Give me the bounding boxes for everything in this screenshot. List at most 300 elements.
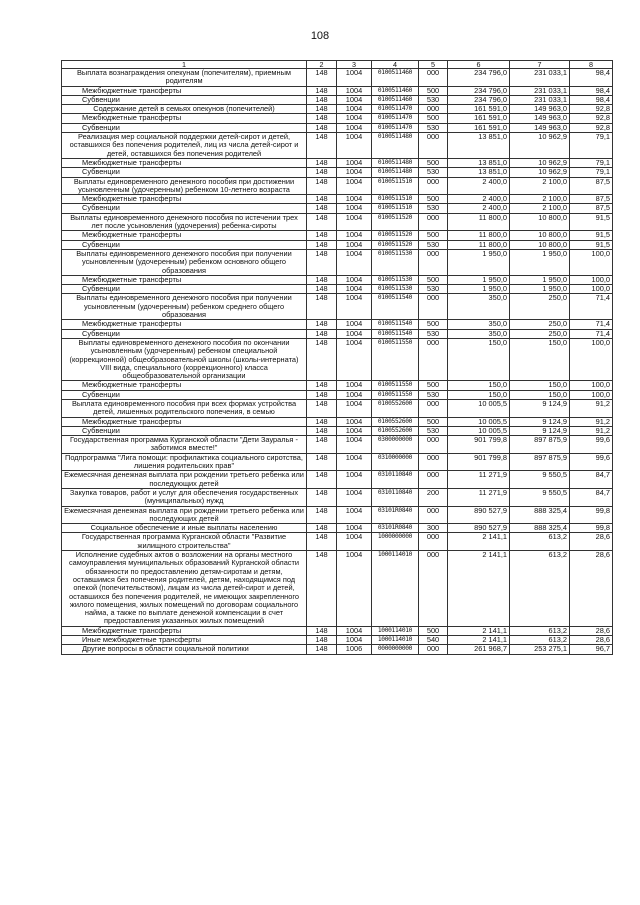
row-description: Выплаты единовременного денежного пособия по окончании усыновленным (удочеренным) ребенком специальной (коррекционной) общеобразовательной школы (школы-интерната) VIII вида, специального (коррекционного) класса общеобразовательной организации (62, 338, 307, 380)
row-description: Межбюджетные трансферты (62, 195, 307, 204)
execution-percent: 91,2 (570, 399, 613, 417)
expense-type-code: 530 (419, 426, 448, 435)
execution-percent: 98,4 (570, 69, 613, 87)
section-code: 1004 (337, 533, 372, 551)
execution-percent: 71,4 (570, 294, 613, 320)
ministry-code: 148 (307, 294, 337, 320)
execution-percent: 28,6 (570, 636, 613, 645)
table-row (62, 249, 613, 275)
planned-amount: 150,0 (448, 338, 510, 380)
table-row (62, 436, 613, 454)
row-description: Субвенции (62, 285, 307, 294)
planned-amount: 234 796,0 (448, 95, 510, 104)
table-row (62, 123, 613, 132)
ministry-code: 148 (307, 320, 337, 329)
execution-percent: 100,0 (570, 249, 613, 275)
column-header: 6 (448, 61, 510, 69)
actual-amount: 2 100,0 (510, 177, 570, 195)
section-code: 1004 (337, 177, 372, 195)
row-description: Выплата единовременного пособия при всех формах устройства детей, лишенных родительского попечения, в семью (62, 399, 307, 417)
row-description: Межбюджетные трансферты (62, 417, 307, 426)
planned-amount: 890 527,9 (448, 506, 510, 524)
actual-amount: 150,0 (510, 381, 570, 390)
actual-amount: 613,2 (510, 636, 570, 645)
execution-percent: 71,4 (570, 329, 613, 338)
ministry-code: 148 (307, 285, 337, 294)
actual-amount: 150,0 (510, 338, 570, 380)
actual-amount: 10 962,9 (510, 158, 570, 167)
target-article-code: 0100511520 (372, 231, 419, 240)
planned-amount: 150,0 (448, 390, 510, 399)
planned-amount: 161 591,0 (448, 123, 510, 132)
section-code: 1004 (337, 204, 372, 213)
actual-amount: 10 962,9 (510, 133, 570, 159)
execution-percent: 98,4 (570, 95, 613, 104)
target-article-code: 0100511550 (372, 338, 419, 380)
target-article-code: 0100511540 (372, 329, 419, 338)
ministry-code: 148 (307, 123, 337, 132)
row-description: Субвенции (62, 95, 307, 104)
planned-amount: 11 271,9 (448, 488, 510, 506)
section-code: 1004 (337, 95, 372, 104)
expense-type-code: 500 (419, 114, 448, 123)
actual-amount: 231 033,1 (510, 69, 570, 87)
planned-amount: 2 141,1 (448, 533, 510, 551)
actual-amount: 2 100,0 (510, 195, 570, 204)
table-row (62, 213, 613, 231)
table-row (62, 329, 613, 338)
planned-amount: 1 950,0 (448, 249, 510, 275)
expense-type-code: 500 (419, 381, 448, 390)
target-article-code: 0100511510 (372, 195, 419, 204)
target-article-code: 1000000000 (372, 533, 419, 551)
target-article-code: 1000114010 (372, 551, 419, 627)
target-article-code: 0100511550 (372, 381, 419, 390)
actual-amount: 1 950,0 (510, 249, 570, 275)
actual-amount: 150,0 (510, 390, 570, 399)
execution-percent: 87,5 (570, 195, 613, 204)
planned-amount: 2 141,1 (448, 626, 510, 635)
target-article-code: 0310110840 (372, 471, 419, 489)
table-row (62, 381, 613, 390)
ministry-code: 148 (307, 213, 337, 231)
table-row (62, 240, 613, 249)
execution-percent: 92,8 (570, 105, 613, 114)
expense-type-code: 530 (419, 390, 448, 399)
target-article-code: 0100511550 (372, 390, 419, 399)
execution-percent: 91,5 (570, 213, 613, 231)
table-row (62, 158, 613, 167)
section-code: 1004 (337, 390, 372, 399)
ministry-code: 148 (307, 381, 337, 390)
target-article-code: 0100511520 (372, 213, 419, 231)
target-article-code: 0100511530 (372, 275, 419, 284)
planned-amount: 11 800,0 (448, 213, 510, 231)
table-row (62, 231, 613, 240)
target-article-code: 0100511520 (372, 240, 419, 249)
section-code: 1004 (337, 168, 372, 177)
planned-amount: 261 968,7 (448, 645, 510, 654)
row-description: Иные межбюджетные трансферты (62, 636, 307, 645)
actual-amount: 1 950,0 (510, 285, 570, 294)
expense-type-code: 000 (419, 105, 448, 114)
expense-type-code: 500 (419, 417, 448, 426)
target-article-code: 0100511460 (372, 86, 419, 95)
row-description: Межбюджетные трансферты (62, 275, 307, 284)
section-code: 1004 (337, 249, 372, 275)
planned-amount: 150,0 (448, 381, 510, 390)
planned-amount: 11 800,0 (448, 231, 510, 240)
ministry-code: 148 (307, 436, 337, 454)
section-code: 1004 (337, 69, 372, 87)
actual-amount: 613,2 (510, 626, 570, 635)
actual-amount: 897 875,9 (510, 453, 570, 471)
expense-type-code: 000 (419, 338, 448, 380)
actual-amount: 888 325,4 (510, 506, 570, 524)
expense-type-code: 000 (419, 471, 448, 489)
table-row (62, 86, 613, 95)
section-code: 1004 (337, 417, 372, 426)
actual-amount: 10 800,0 (510, 231, 570, 240)
row-description: Субвенции (62, 204, 307, 213)
table-row (62, 626, 613, 635)
target-article-code: 0100511540 (372, 294, 419, 320)
actual-amount: 231 033,1 (510, 86, 570, 95)
target-article-code: 03101R0840 (372, 524, 419, 533)
planned-amount: 13 851,0 (448, 133, 510, 159)
target-article-code: 0000000000 (372, 645, 419, 654)
execution-percent: 79,1 (570, 168, 613, 177)
actual-amount: 250,0 (510, 294, 570, 320)
expense-type-code: 000 (419, 453, 448, 471)
table-row (62, 105, 613, 114)
execution-percent: 71,4 (570, 320, 613, 329)
planned-amount: 2 400,0 (448, 177, 510, 195)
row-description: Исполнение судебных актов о возложении на органы местного самоуправления муниципальных образований Курганской области обязанности по предоставлению детям-сиротам и детям, оставшимся без попечения родителей, детям, находящимся под опекой (попечительством), лицам из числа детей-сирот и детей, оставшихся без попечения родителей, не имеющих закрепленного жилого помещения, жилых помещений по договорам социального найма, а также по выплате денежной компенсации в счет предоставления указанных жилых помещений (62, 551, 307, 627)
expense-type-code: 000 (419, 551, 448, 627)
table-row (62, 133, 613, 159)
row-description: Межбюджетные трансферты (62, 86, 307, 95)
row-description: Выплата вознаграждения опекунам (попечителям), приемным родителям (62, 69, 307, 87)
table-row (62, 285, 613, 294)
actual-amount: 613,2 (510, 533, 570, 551)
ministry-code: 148 (307, 329, 337, 338)
section-code: 1004 (337, 320, 372, 329)
section-code: 1004 (337, 231, 372, 240)
row-description: Реализация мер социальной поддержки детей-сирот и детей, оставшихся без попечения родителей, лиц из числа детей-сирот и детей, оставшихся без попечения родителей (62, 133, 307, 159)
actual-amount: 10 800,0 (510, 240, 570, 249)
actual-amount: 231 033,1 (510, 95, 570, 104)
execution-percent: 91,5 (570, 240, 613, 249)
table-row (62, 294, 613, 320)
column-header: 8 (570, 61, 613, 69)
table-row (62, 417, 613, 426)
expense-type-code: 530 (419, 168, 448, 177)
expense-type-code: 500 (419, 231, 448, 240)
column-header: 4 (372, 61, 419, 69)
table-row (62, 426, 613, 435)
execution-percent: 92,8 (570, 123, 613, 132)
column-header: 3 (337, 61, 372, 69)
execution-percent: 99,6 (570, 453, 613, 471)
expense-type-code: 500 (419, 195, 448, 204)
ministry-code: 148 (307, 69, 337, 87)
planned-amount: 1 950,0 (448, 285, 510, 294)
section-code: 1004 (337, 158, 372, 167)
ministry-code: 148 (307, 645, 337, 654)
expense-type-code: 500 (419, 158, 448, 167)
execution-percent: 91,2 (570, 417, 613, 426)
table-row (62, 114, 613, 123)
planned-amount: 2 400,0 (448, 204, 510, 213)
row-description: Ежемесячная денежная выплата при рождении третьего ребенка или последующих детей (62, 506, 307, 524)
expense-type-code: 000 (419, 533, 448, 551)
execution-percent: 100,0 (570, 390, 613, 399)
execution-percent: 28,6 (570, 533, 613, 551)
ministry-code: 148 (307, 390, 337, 399)
planned-amount: 350,0 (448, 320, 510, 329)
expense-type-code: 500 (419, 320, 448, 329)
planned-amount: 901 799,8 (448, 453, 510, 471)
ministry-code: 148 (307, 471, 337, 489)
planned-amount: 11 800,0 (448, 240, 510, 249)
section-code: 1004 (337, 636, 372, 645)
planned-amount: 2 400,0 (448, 195, 510, 204)
expense-type-code: 000 (419, 436, 448, 454)
planned-amount: 2 141,1 (448, 551, 510, 627)
target-article-code: 0100511530 (372, 285, 419, 294)
section-code: 1004 (337, 195, 372, 204)
column-header: 7 (510, 61, 570, 69)
row-description: Ежемесячная денежная выплата при рождении третьего ребенка или последующих детей (62, 471, 307, 489)
actual-amount: 9 124,9 (510, 426, 570, 435)
table-row (62, 488, 613, 506)
ministry-code: 148 (307, 626, 337, 635)
target-article-code: 0100511460 (372, 69, 419, 87)
table-row (62, 275, 613, 284)
expense-type-code: 500 (419, 275, 448, 284)
target-article-code: 0100511480 (372, 158, 419, 167)
section-code: 1004 (337, 551, 372, 627)
expense-type-code: 500 (419, 626, 448, 635)
execution-percent: 87,5 (570, 204, 613, 213)
expense-type-code: 530 (419, 240, 448, 249)
table-row (62, 204, 613, 213)
row-description: Межбюджетные трансферты (62, 626, 307, 635)
ministry-code: 148 (307, 231, 337, 240)
table-row (62, 399, 613, 417)
column-header: 5 (419, 61, 448, 69)
planned-amount: 161 591,0 (448, 105, 510, 114)
planned-amount: 10 005,5 (448, 426, 510, 435)
planned-amount: 901 799,8 (448, 436, 510, 454)
ministry-code: 148 (307, 158, 337, 167)
actual-amount: 897 875,9 (510, 436, 570, 454)
actual-amount: 10 800,0 (510, 213, 570, 231)
expense-type-code: 000 (419, 645, 448, 654)
section-code: 1004 (337, 123, 372, 132)
target-article-code: 0100552600 (372, 426, 419, 435)
table-row (62, 533, 613, 551)
section-code: 1004 (337, 105, 372, 114)
ministry-code: 148 (307, 105, 337, 114)
target-article-code: 0100511510 (372, 177, 419, 195)
table-row (62, 69, 613, 87)
table-row (62, 320, 613, 329)
execution-percent: 28,6 (570, 551, 613, 627)
section-code: 1004 (337, 338, 372, 380)
section-code: 1004 (337, 114, 372, 123)
execution-percent: 100,0 (570, 381, 613, 390)
ministry-code: 148 (307, 275, 337, 284)
target-article-code: 0100511470 (372, 123, 419, 132)
actual-amount: 1 950,0 (510, 275, 570, 284)
actual-amount: 10 962,9 (510, 168, 570, 177)
expense-type-code: 000 (419, 69, 448, 87)
target-article-code: 0300000000 (372, 436, 419, 454)
ministry-code: 148 (307, 533, 337, 551)
actual-amount: 9 124,9 (510, 399, 570, 417)
ministry-code: 148 (307, 453, 337, 471)
target-article-code: 0100511530 (372, 249, 419, 275)
actual-amount: 613,2 (510, 551, 570, 627)
target-article-code: 0100511540 (372, 320, 419, 329)
ministry-code: 148 (307, 168, 337, 177)
planned-amount: 890 527,9 (448, 524, 510, 533)
expense-type-code: 530 (419, 95, 448, 104)
row-description: Государственная программа Курганской области "Развитие жилищного строительства" (62, 533, 307, 551)
budget-table (61, 60, 613, 655)
target-article-code: 0100552600 (372, 417, 419, 426)
row-description: Выплаты единовременного денежного пособия по истечении трех лет после усыновления (удочерения) ребенка-сироты (62, 213, 307, 231)
planned-amount: 13 851,0 (448, 168, 510, 177)
row-description: Выплаты единовременного денежного пособия при получении усыновленным (удочеренным) ребенком основного общего образования (62, 249, 307, 275)
ministry-code: 148 (307, 636, 337, 645)
ministry-code: 148 (307, 551, 337, 627)
target-article-code: 0100511460 (372, 95, 419, 104)
expense-type-code: 540 (419, 636, 448, 645)
section-code: 1004 (337, 275, 372, 284)
row-description: Межбюджетные трансферты (62, 381, 307, 390)
ministry-code: 148 (307, 506, 337, 524)
actual-amount: 149 963,0 (510, 114, 570, 123)
execution-percent: 100,0 (570, 338, 613, 380)
execution-percent: 99,8 (570, 506, 613, 524)
execution-percent: 100,0 (570, 275, 613, 284)
planned-amount: 350,0 (448, 294, 510, 320)
row-description: Социальное обеспечение и иные выплаты населению (62, 524, 307, 533)
table-row (62, 471, 613, 489)
ministry-code: 148 (307, 133, 337, 159)
target-article-code: 0310000000 (372, 453, 419, 471)
ministry-code: 148 (307, 177, 337, 195)
planned-amount: 10 005,5 (448, 399, 510, 417)
table-row (62, 177, 613, 195)
execution-percent: 28,6 (570, 626, 613, 635)
planned-amount: 10 005,5 (448, 417, 510, 426)
section-code: 1004 (337, 213, 372, 231)
column-number-header-row (62, 61, 613, 69)
row-description: Межбюджетные трансферты (62, 158, 307, 167)
expense-type-code: 530 (419, 123, 448, 132)
expense-type-code: 530 (419, 204, 448, 213)
execution-percent: 99,6 (570, 436, 613, 454)
table-row (62, 195, 613, 204)
section-code: 1004 (337, 381, 372, 390)
table-row (62, 95, 613, 104)
execution-percent: 84,7 (570, 471, 613, 489)
actual-amount: 253 275,1 (510, 645, 570, 654)
target-article-code: 1000114010 (372, 626, 419, 635)
actual-amount: 2 100,0 (510, 204, 570, 213)
expense-type-code: 000 (419, 399, 448, 417)
ministry-code: 148 (307, 86, 337, 95)
row-description: Субвенции (62, 123, 307, 132)
ministry-code: 148 (307, 240, 337, 249)
section-code: 1004 (337, 626, 372, 635)
row-description: Выплаты единовременного денежного пособия при достижении усыновленным (удочеренным) ребенком 10-летнего возраста (62, 177, 307, 195)
section-code: 1004 (337, 436, 372, 454)
planned-amount: 161 591,0 (448, 114, 510, 123)
target-article-code: 0100511480 (372, 133, 419, 159)
planned-amount: 350,0 (448, 329, 510, 338)
row-description: Субвенции (62, 329, 307, 338)
ministry-code: 148 (307, 399, 337, 417)
row-description: Подпрограмма "Лига помощи: профилактика социального сиротства, лишения родительских прав" (62, 453, 307, 471)
row-description: Субвенции (62, 426, 307, 435)
ministry-code: 148 (307, 204, 337, 213)
row-description: Выплаты единовременного денежного пособия при получении усыновленным (удочеренным) ребенком среднего общего образования (62, 294, 307, 320)
target-article-code: 0100511480 (372, 168, 419, 177)
planned-amount: 234 796,0 (448, 86, 510, 95)
actual-amount: 149 963,0 (510, 105, 570, 114)
table-row (62, 506, 613, 524)
ministry-code: 148 (307, 338, 337, 380)
column-header: 1 (62, 61, 307, 69)
table-row (62, 453, 613, 471)
target-article-code: 0100511510 (372, 204, 419, 213)
section-code: 1004 (337, 506, 372, 524)
expense-type-code: 500 (419, 86, 448, 95)
execution-percent: 91,5 (570, 231, 613, 240)
page-number: 108 (310, 30, 330, 42)
ministry-code: 148 (307, 488, 337, 506)
row-description: Субвенции (62, 240, 307, 249)
row-description: Субвенции (62, 390, 307, 399)
target-article-code: 03101R0840 (372, 506, 419, 524)
section-code: 1004 (337, 471, 372, 489)
expense-type-code: 000 (419, 506, 448, 524)
execution-percent: 98,4 (570, 86, 613, 95)
row-description: Межбюджетные трансферты (62, 320, 307, 329)
row-description: Государственная программа Курганской области "Дети Зауралья - заботимся вместе!" (62, 436, 307, 454)
execution-percent: 79,1 (570, 133, 613, 159)
execution-percent: 96,7 (570, 645, 613, 654)
section-code: 1004 (337, 86, 372, 95)
ministry-code: 148 (307, 426, 337, 435)
expense-type-code: 000 (419, 177, 448, 195)
table-row (62, 645, 613, 654)
section-code: 1004 (337, 294, 372, 320)
planned-amount: 11 271,9 (448, 471, 510, 489)
section-code: 1004 (337, 453, 372, 471)
target-article-code: 1000114010 (372, 636, 419, 645)
ministry-code: 148 (307, 249, 337, 275)
section-code: 1004 (337, 399, 372, 417)
actual-amount: 9 124,9 (510, 417, 570, 426)
actual-amount: 9 550,5 (510, 471, 570, 489)
planned-amount: 1 950,0 (448, 275, 510, 284)
